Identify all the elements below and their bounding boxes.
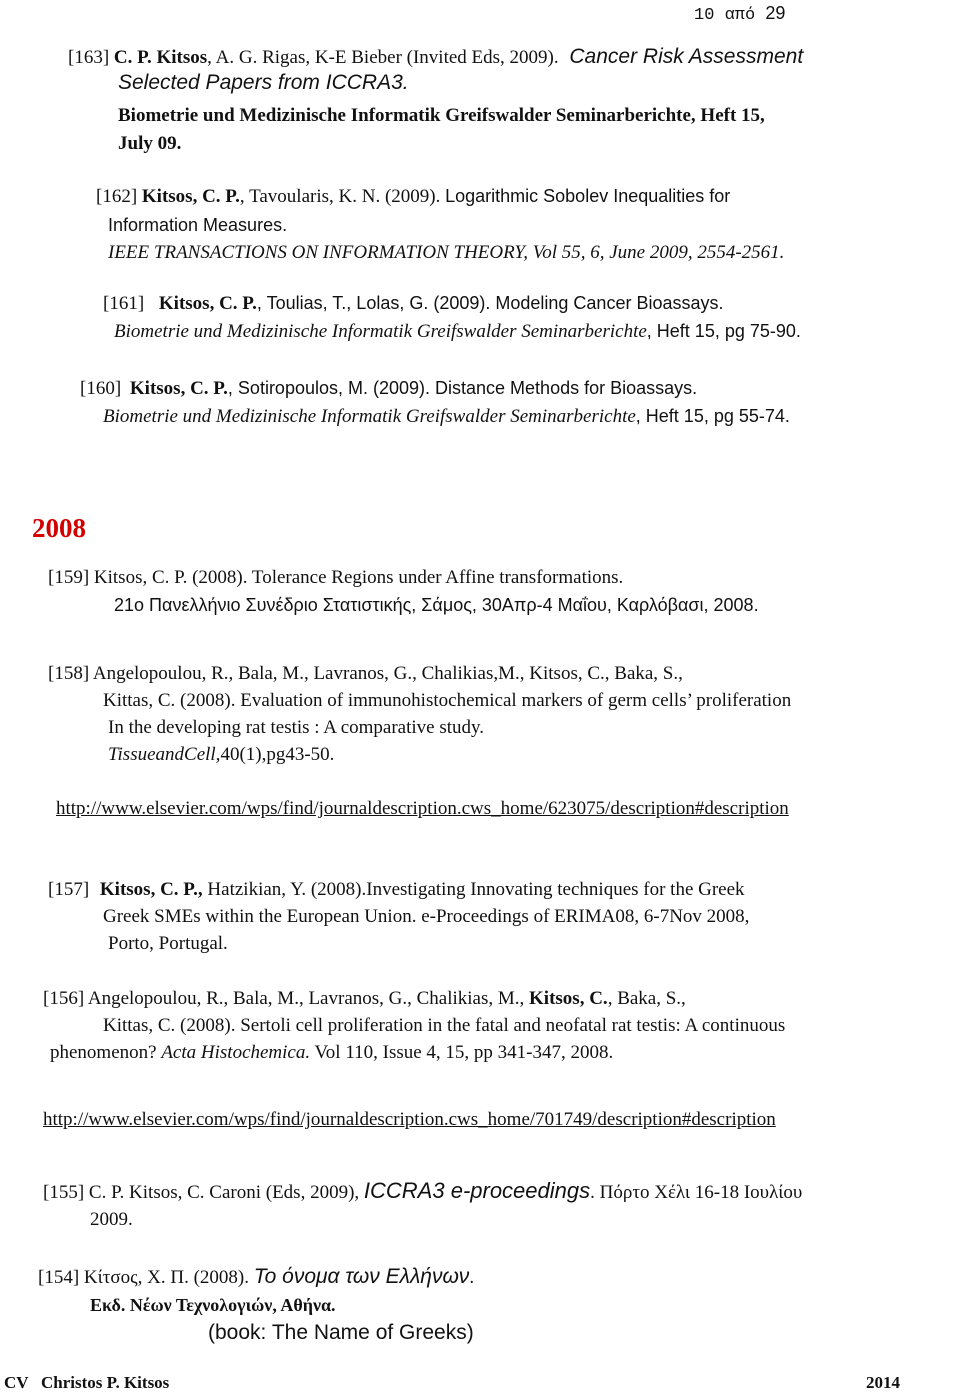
ref-text: [155] C. P. Kitsos, C. Caroni (Eds, 2009), [43, 1182, 364, 1203]
ref-163-date: July 09. [118, 133, 182, 154]
ref-154-line1 [38, 1266, 474, 1287]
footer-left: CV Christos P. Kitsos [4, 1373, 170, 1392]
ref-rest: , Toulias, T., Lolas, G. (2009). Modeling Cancer Bioassays. [256, 293, 724, 313]
ref-text: phenomenon? [50, 1042, 162, 1063]
ref-tail: , Heft 15, pg 75-90. [646, 321, 801, 341]
ref-162-journal: IEEE TRANSACTIONS ON INFORMATION THEORY, Vol 55, 6, June 2009, 2554-2561. [108, 242, 785, 263]
page-of-label: από [724, 6, 756, 25]
ref-162-line1 [96, 187, 730, 206]
ref-161-line1 [103, 294, 724, 313]
ref-159-line1: [159] Kitsos, C. P. (2008). Tolerance Regions under Affine transformations. [48, 567, 624, 588]
ref-number: [160] [80, 378, 122, 399]
ref-157-line3: Porto, Portugal. [108, 933, 228, 954]
ref-authors-rest: , A. G. Rigas, K-E Bieber (Invited Eds, 2009). [207, 47, 559, 68]
ref-authors: C. P. Kitsos [113, 47, 208, 68]
ref-161-journal [114, 322, 801, 341]
footer-year: 2014 [866, 1373, 900, 1392]
ref-156-line3 [50, 1043, 613, 1062]
ref-tail: . Πόρτο Χέλι 16-18 Ιουλίου [590, 1182, 803, 1203]
ref-160-journal [103, 407, 790, 426]
ref-158-journal-line [108, 745, 334, 764]
ref-journal: Biometrie und Medizinische Informatik Greifswalder Seminarberichte [103, 406, 636, 427]
page-number [694, 4, 785, 24]
ref-rest: Hatzikian, Y. (2008).Investigating Innovating techniques for the Greek [202, 879, 745, 900]
ref-volume: 40(1),pg43-50. [220, 744, 335, 765]
ref-number: [161] [103, 293, 145, 314]
ref-160-line1 [80, 379, 697, 398]
ref-title: Το όνομα των Ελλήνων [253, 1265, 470, 1288]
ref-journal: Acta Histochemica. [161, 1042, 311, 1063]
ref-authors: Kitsos, C. P. [158, 293, 257, 314]
page-total: 29 [765, 3, 786, 23]
ref-journal: TissueandCell, [108, 744, 221, 765]
ref-title: ICCRA3 e-proceedings [363, 1178, 591, 1203]
ref-156-url-link[interactable]: http://www.elsevier.com/wps/find/journaldescription.cws_home/701749/description#description [43, 1109, 776, 1130]
page-current: 10 [694, 6, 715, 25]
ref-authors: Kitsos, C. P. [129, 378, 228, 399]
ref-163-line1 [68, 46, 803, 67]
ref-number: [162] [96, 186, 138, 207]
ref-title: Cancer Risk Assessment [569, 45, 804, 68]
ref-156-line1 [43, 989, 686, 1008]
ref-rest: , Tavoularis, K. N. (2009). [239, 186, 441, 207]
ref-tail: . [469, 1267, 475, 1288]
ref-156-line2: Kittas, C. (2008). Sertoli cell proliferation in the fatal and neofatal rat testis: A continuous [103, 1015, 786, 1036]
year-heading: 2008 [32, 513, 86, 543]
ref-155-line1 [43, 1180, 802, 1202]
ref-157-line2: Greek SMEs within the European Union. e-Proceedings of ERIMA08, 6-7Nov 2008, [103, 906, 750, 927]
ref-authors: Kitsos, C. P., [99, 879, 203, 900]
ref-title: Logarithmic Sobolev Inequalities for [445, 186, 731, 206]
ref-163-pub: Biometrie und Medizinische Informatik Greifswalder Seminarberichte, Heft 15, [118, 105, 765, 126]
ref-158-url-link[interactable]: http://www.elsevier.com/wps/find/journaldescription.cws_home/623075/description#description [56, 798, 789, 819]
ref-154-note: (book: The Name of Greeks) [208, 1321, 474, 1344]
ref-journal: Biometrie und Medizinische Informatik Greifswalder Seminarberichte [114, 321, 647, 342]
ref-157-line1 [48, 880, 745, 899]
ref-authors: [156] Angelopoulou, R., Bala, M., Lavranos, G., Chalikias, M., [43, 988, 530, 1009]
ref-163-title-b: Selected Papers from ICCRA3. [118, 71, 409, 94]
ref-155-line2: 2009. [90, 1209, 133, 1230]
ref-162-title-b: Information Measures. [108, 215, 288, 235]
ref-154-publisher: Εκδ. Νέων Τεχνολογιών, Αθήνα. [90, 1295, 336, 1315]
ref-text: [154] Κίτσος, Χ. Π. (2008). [38, 1267, 254, 1288]
ref-author-highlight: Kitsos, C. [529, 988, 608, 1009]
ref-number: [163] [68, 47, 110, 68]
ref-number: [157] [48, 879, 90, 900]
ref-tail: , Heft 15, pg 55-74. [635, 406, 790, 426]
ref-rest: , Sotiropoulos, M. (2009). Distance Methods for Bioassays. [227, 378, 698, 398]
ref-158-line1: [158] Angelopoulou, R., Bala, M., Lavranos, G., Chalikias,M., Kitsos, C., Baka, S., [48, 663, 683, 684]
ref-authors-rest: , Baka, S., [607, 988, 686, 1009]
ref-159-line2: 21o Πανελλήνιο Συνέδριο Στατιστικής, Σάμος, 30Απρ-4 Μαΐου, Καρλόβασι, 2008. [114, 595, 759, 615]
ref-authors: Kitsos, C. P. [141, 186, 240, 207]
ref-158-line2: Kittas, C. (2008). Evaluation of immunohistochemical markers of germ cells’ proliferation [103, 690, 792, 711]
ref-158-line3: In the developing rat testis : A comparative study. [108, 717, 485, 738]
ref-volume: Vol 110, Issue 4, 15, pp 341-347, 2008. [310, 1042, 614, 1063]
